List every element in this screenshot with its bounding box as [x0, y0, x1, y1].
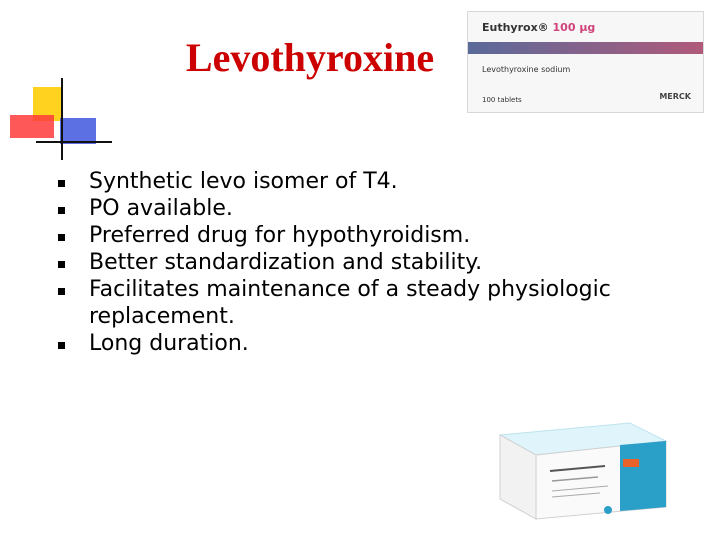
product-dose: 100 µg: [552, 21, 596, 34]
bullet-square-icon: [58, 234, 65, 241]
bullet-item: [58, 168, 698, 195]
bullet-square-icon: [58, 180, 65, 187]
bullet-item: [58, 330, 698, 357]
deco-blue-block: [60, 118, 96, 144]
deco-red-block: [10, 115, 54, 138]
bullet-text: Long duration.: [89, 331, 249, 356]
bullet-square-icon: [58, 261, 65, 268]
bullet-square-icon: [58, 207, 65, 214]
bullet-item: [58, 249, 698, 276]
bullet-text: Facilitates maintenance of a steady physiologic replacement.: [89, 277, 611, 329]
slide-title: Levothyroxine: [185, 35, 435, 80]
bullet-item: [58, 276, 698, 330]
product-color-band: [468, 42, 703, 54]
product-generic-name: Levothyroxine sodium: [482, 65, 571, 74]
medicine-box-image: [480, 415, 670, 525]
euthyrox-box-image: [467, 11, 704, 113]
product-brand: Euthyrox®: [482, 21, 549, 34]
bullet-text: Synthetic levo isomer of T4.: [89, 169, 398, 194]
bullet-text: Preferred drug for hypothyroidism.: [89, 223, 471, 248]
bullet-item: [58, 195, 698, 222]
product-maker: MERCK: [659, 92, 691, 101]
slide-decoration: [0, 0, 120, 170]
bullet-square-icon: [58, 288, 65, 295]
bullet-item: [58, 222, 698, 249]
bullet-square-icon: [58, 342, 65, 349]
bullet-list: [58, 168, 698, 357]
bullet-text: Better standardization and stability.: [89, 250, 483, 275]
product-name: [482, 21, 595, 34]
bullet-text: PO available.: [89, 196, 233, 221]
product-tablet-count: 100 tablets: [482, 96, 522, 104]
